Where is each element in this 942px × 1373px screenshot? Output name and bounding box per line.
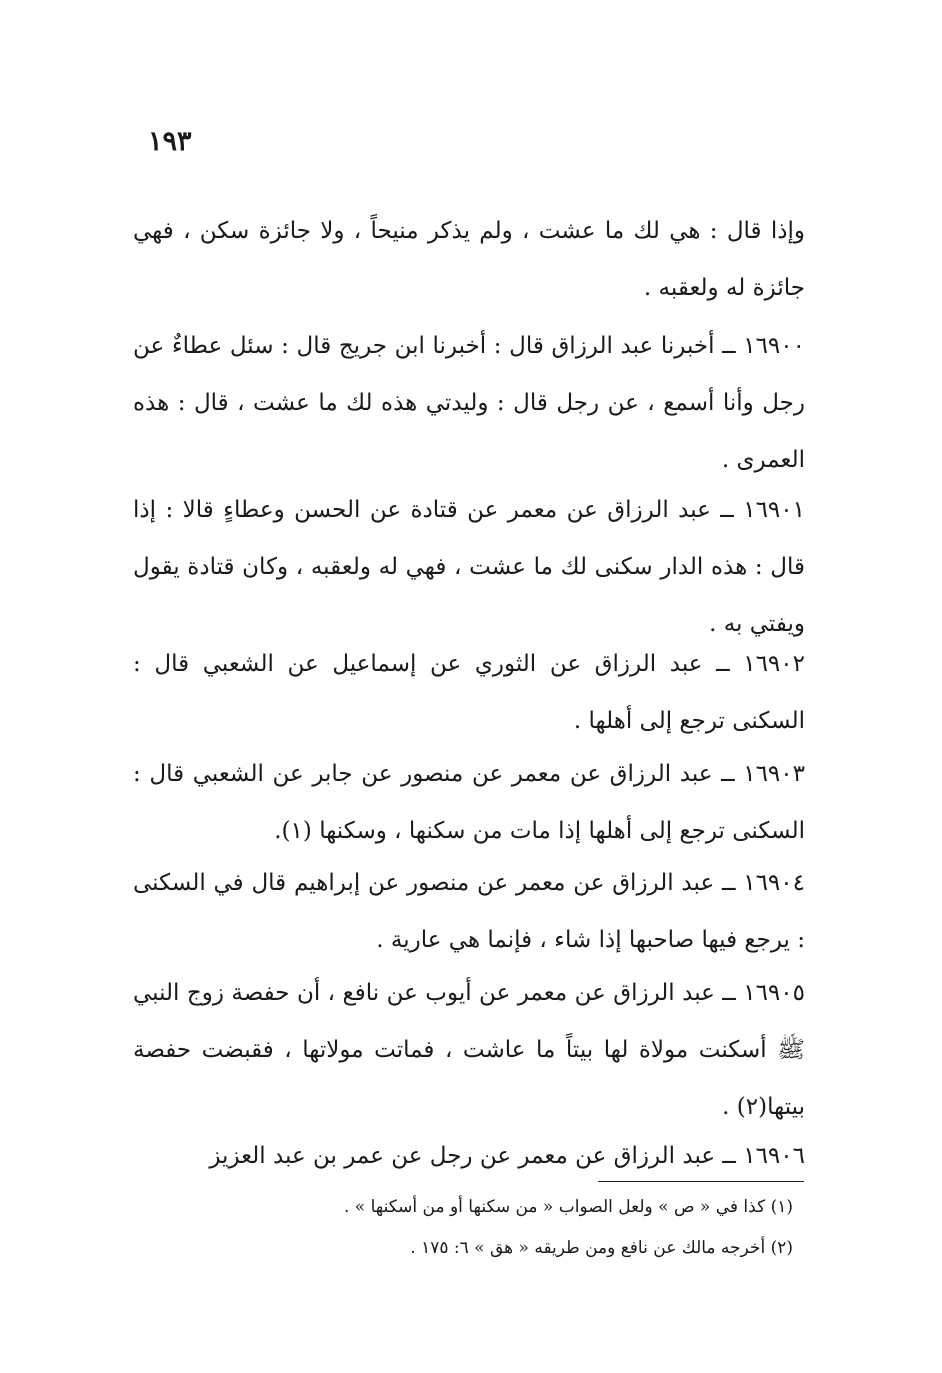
- paragraph-16900: ١٦٩٠٠ ــ أخبرنا عبد الرزاق قال : أخبرنا ابن جريج قال : سئل عطاءٌ عن رجل وأنا أسمع ، عن رجل قال : وليدتي هذه لك ما عشت ، قال : هذه العمرى .: [133, 333, 805, 473]
- footnote-divider: [598, 1181, 804, 1182]
- paragraph-16906: ١٦٩٠٦ ــ عبد الرزاق عن معمر عن رجل عن عمر بن عبد العزيز: [209, 1143, 805, 1169]
- footnote-1: (١) كذا في « ص » ولعل الصواب « من سكنها أو من أسكنها » .: [344, 1197, 793, 1217]
- footnote-2: (٢) أخرجه مالك عن نافع ومن طريقه « هق » ٦: ١٧٥ .: [410, 1238, 793, 1258]
- paragraph-16902: ١٦٩٠٢ ــ عبد الرزاق عن الثوري عن إسماعيل عن الشعبي قال : السكنى ترجع إلى أهلها .: [133, 651, 805, 734]
- paragraph-16903: ١٦٩٠٣ ــ عبد الرزاق عن معمر عن منصور عن جابر عن الشعبي قال : السكنى ترجع إلى أهلها إذا مات من سكنها ، وسكنها (١).: [133, 761, 805, 844]
- paragraph-16904: ١٦٩٠٤ ــ عبد الرزاق عن معمر عن منصور عن إبراهيم قال في السكنى : يرجع فيها صاحبها إذا شاء ، فإنما هي عارية .: [133, 870, 805, 953]
- page-number: ١٩٣: [148, 126, 192, 157]
- paragraph-intro: وإذا قال : هي لك ما عشت ، ولم يذكر منيحاً ، ولا جائزة سكن ، فهي جائزة له ولعقبه .: [133, 218, 805, 301]
- paragraph-16901: ١٦٩٠١ ــ عبد الرزاق عن معمر عن قتادة عن الحسن وعطاءٍ قالا : إذا قال : هذه الدار سكنى لك ما عشت ، فهي له ولعقبه ، وكان قتادة يقول ويفتي به .: [133, 497, 805, 637]
- paragraph-16905: ١٦٩٠٥ ــ عبد الرزاق عن معمر عن أيوب عن نافع ، أن حفصة زوج النبي ﷺ أسكنت مولاة لها بيتاً ما عاشت ، فماتت مولاتها ، فقبضت حفصة بيتها(٢) .: [133, 980, 805, 1120]
